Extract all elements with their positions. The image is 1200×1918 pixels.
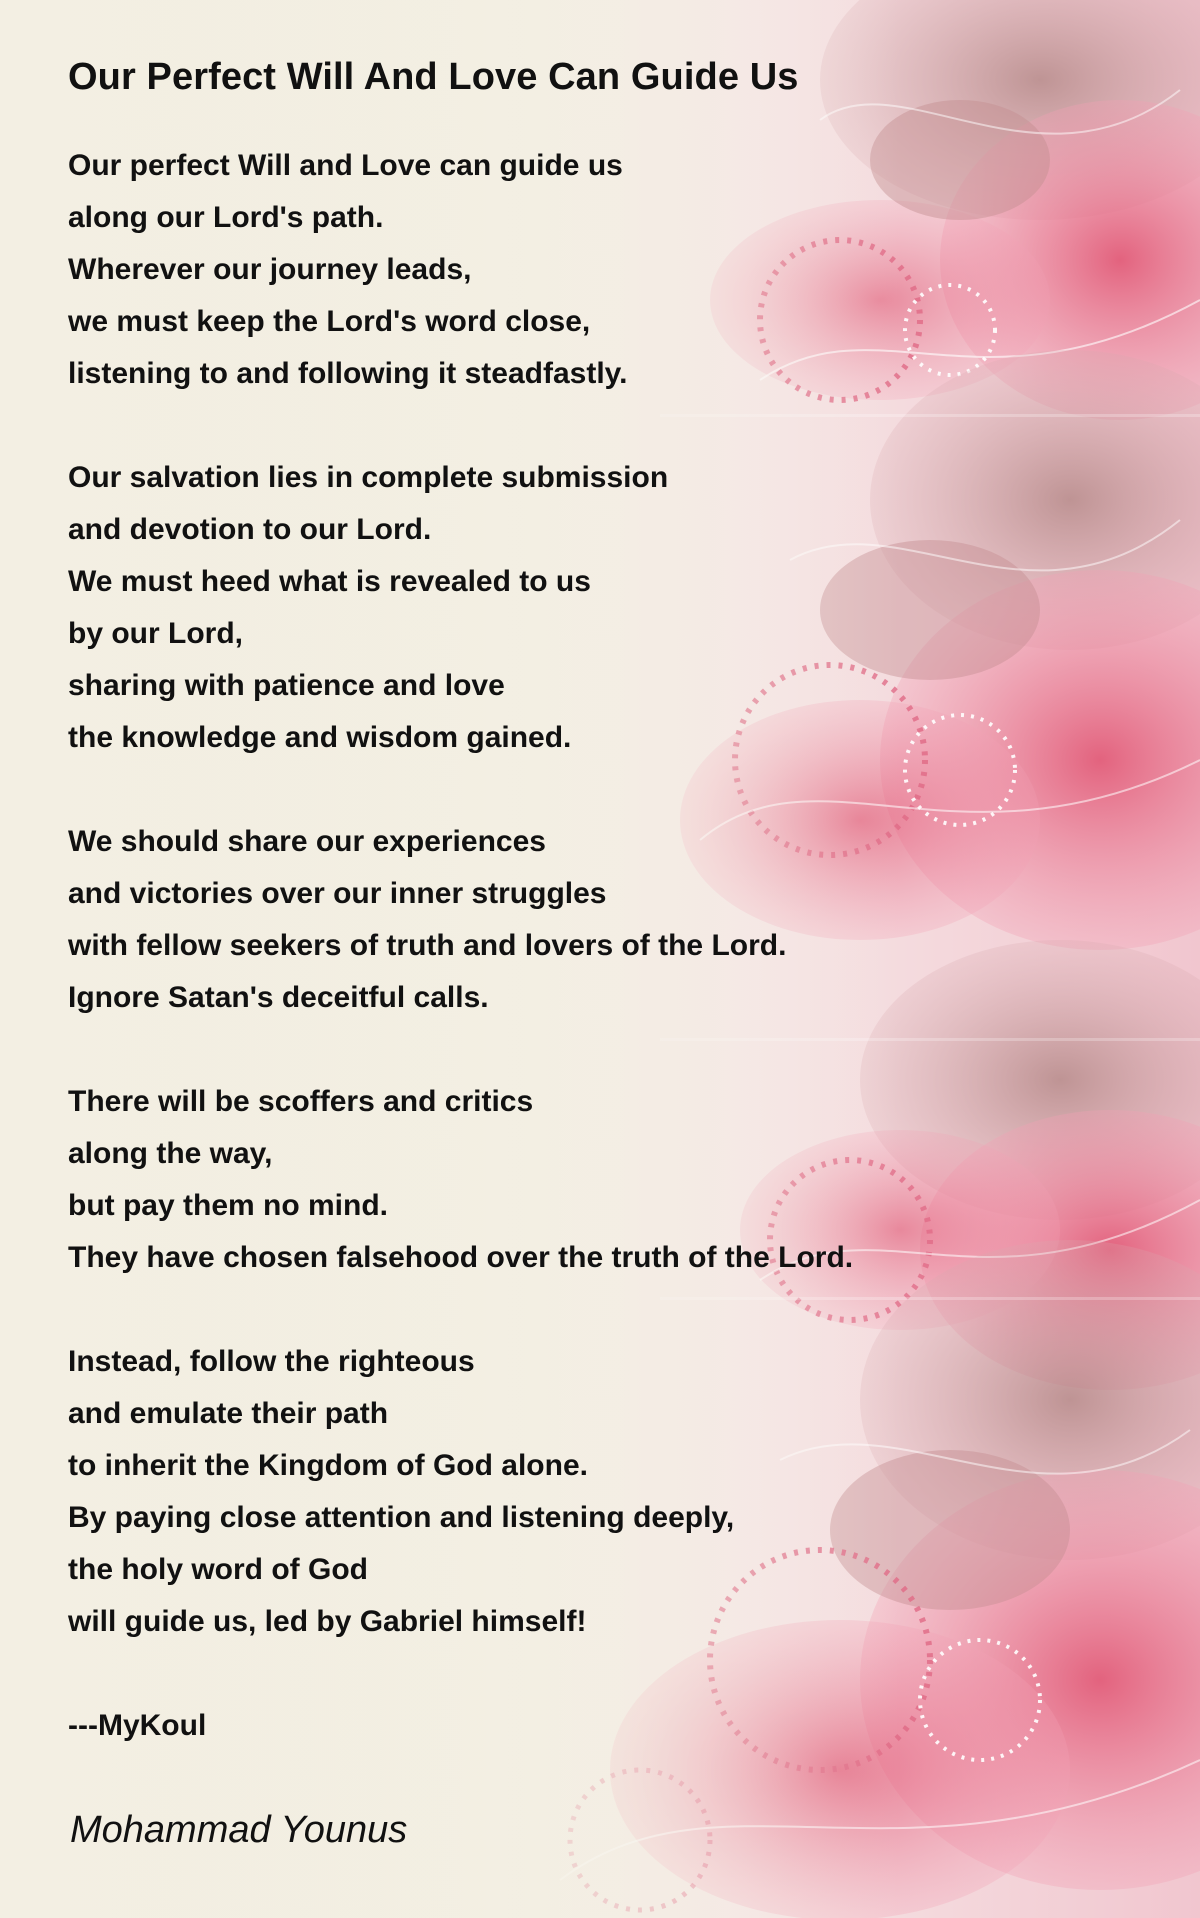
poem-line: with fellow seekers of truth and lovers of the Lord. bbox=[68, 929, 787, 962]
poem-line: Ignore Satan's deceitful calls. bbox=[68, 981, 489, 1014]
poem-title: Our Perfect Will And Love Can Guide Us bbox=[68, 56, 799, 98]
stanza-2 bbox=[68, 452, 1148, 764]
poem-line: Our perfect Will and Love can guide us bbox=[68, 149, 623, 182]
poem-line: will guide us, led by Gabriel himself! bbox=[68, 1605, 587, 1638]
stanza-3 bbox=[68, 816, 1148, 1024]
poem-container bbox=[68, 52, 1148, 1856]
poem-signature: ---MyKoul bbox=[68, 1709, 207, 1742]
poem-line: the holy word of God bbox=[68, 1553, 368, 1586]
poem-line: listening to and following it steadfastly. bbox=[68, 357, 628, 390]
poem-line: By paying close attention and listening deeply, bbox=[68, 1501, 735, 1534]
poem-line: Instead, follow the righteous bbox=[68, 1345, 475, 1378]
stanza-5 bbox=[68, 1336, 1148, 1648]
poem-line: Our salvation lies in complete submission bbox=[68, 461, 669, 494]
poem-line: we must keep the Lord's word close, bbox=[68, 305, 591, 338]
poem-line: There will be scoffers and critics bbox=[68, 1085, 534, 1118]
stanza-4 bbox=[68, 1076, 1148, 1284]
poem-line: sharing with patience and love bbox=[68, 669, 505, 702]
poem-line: but pay them no mind. bbox=[68, 1189, 388, 1222]
poem-line: along the way, bbox=[68, 1137, 273, 1170]
poem-line: and emulate their path bbox=[68, 1397, 389, 1430]
poem-line: Wherever our journey leads, bbox=[68, 253, 472, 286]
poem-line: to inherit the Kingdom of God alone. bbox=[68, 1449, 588, 1482]
poem-line: along our Lord's path. bbox=[68, 201, 384, 234]
poem-line: and victories over our inner struggles bbox=[68, 877, 607, 910]
poem-line: They have chosen falsehood over the truth of the Lord. bbox=[68, 1241, 854, 1274]
poem-line: We must heed what is revealed to us bbox=[68, 565, 591, 598]
poem-line: We should share our experiences bbox=[68, 825, 546, 858]
poem-line: and devotion to our Lord. bbox=[68, 513, 432, 546]
stanza-1 bbox=[68, 140, 1148, 400]
author-name: Mohammad Younus bbox=[70, 1809, 408, 1851]
poem-line: the knowledge and wisdom gained. bbox=[68, 721, 572, 754]
poem-line: by our Lord, bbox=[68, 617, 243, 650]
